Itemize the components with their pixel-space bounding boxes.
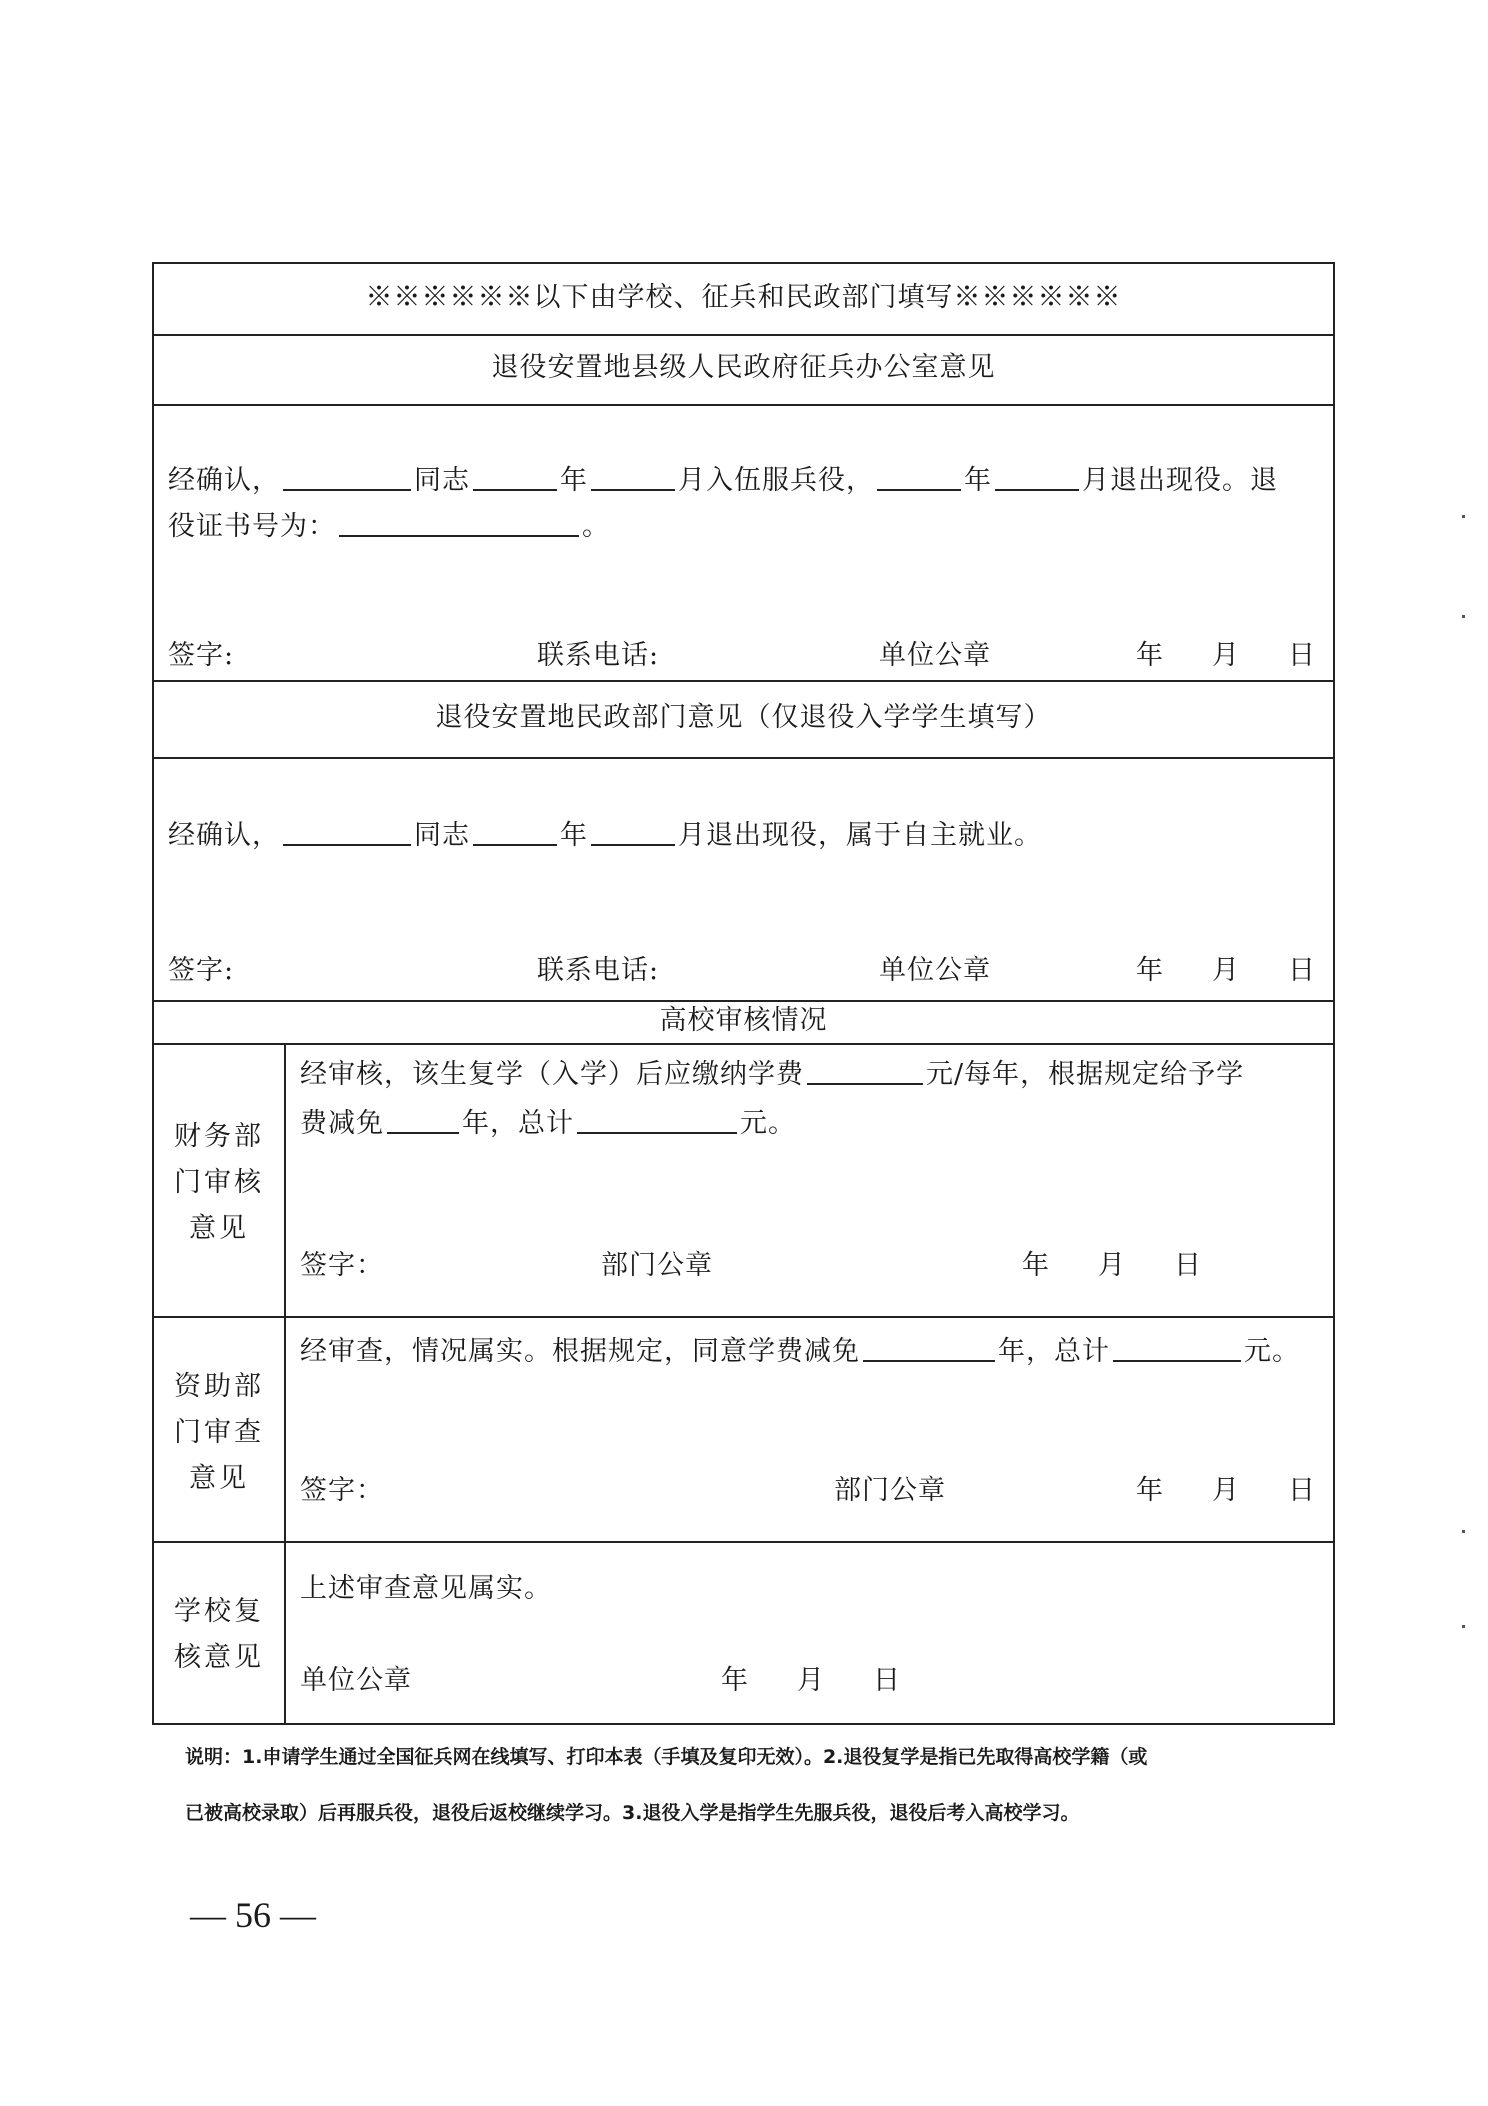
- section1-month: 月: [1212, 640, 1240, 671]
- row-divider: [154, 334, 1333, 336]
- finance-month: 月: [1098, 1250, 1126, 1281]
- text: 年，总计: [998, 1336, 1110, 1367]
- scan-speck: [1462, 1530, 1465, 1533]
- note-line1: 说明：1.申请学生通过全国征兵网在线填写、打印本表（手填及复印无效）。2.退役复学是指已先取得高校学籍（或: [185, 1746, 1148, 1768]
- text: 年: [560, 465, 588, 496]
- section1-sign-label: 签字:: [168, 640, 235, 671]
- section1-line2: [168, 507, 610, 544]
- label-line: 门审核: [174, 1167, 264, 1198]
- label-line: 核意见: [174, 1642, 264, 1673]
- section3-title: 高校审核情况: [659, 1005, 828, 1036]
- total-blank[interactable]: [1113, 1332, 1241, 1362]
- text: 同志: [414, 465, 470, 496]
- text: 月退出现役，属于自主就业。: [678, 820, 1042, 851]
- finance-line2: [300, 1104, 796, 1141]
- row-divider: [154, 1000, 1333, 1002]
- aid-seal-label: 部门公章: [834, 1475, 946, 1506]
- total-blank[interactable]: [577, 1104, 737, 1134]
- school-year: 年: [721, 1665, 749, 1696]
- row-divider: [154, 1541, 1333, 1543]
- aid-year: 年: [1136, 1475, 1164, 1506]
- name-blank[interactable]: [283, 461, 411, 491]
- school-day: 日: [873, 1665, 901, 1696]
- school-seal-label: 单位公章: [300, 1665, 412, 1696]
- application-form-table: [152, 262, 1335, 1725]
- label-line: 财务部: [174, 1121, 264, 1152]
- text: 月入伍服兵役，: [678, 465, 874, 496]
- text: 年，总计: [462, 1108, 574, 1139]
- text: 经审核，该生复学（入学）后应缴纳学费: [300, 1059, 804, 1090]
- label-line: 门审查: [174, 1417, 264, 1448]
- text: 费减免: [300, 1108, 384, 1139]
- section2-phone-label: 联系电话:: [537, 955, 660, 986]
- text: 役证书号为：: [168, 511, 336, 542]
- finance-label: [154, 1114, 284, 1252]
- month-blank[interactable]: [995, 461, 1079, 491]
- scan-speck: [1462, 615, 1465, 618]
- section1-title: 退役安置地县级人民政府征兵办公室意见: [491, 352, 996, 383]
- label-line: 意见: [189, 1463, 249, 1494]
- aid-label: [154, 1364, 284, 1502]
- text: 元/每年，根据规定给予学: [926, 1059, 1245, 1090]
- text: 。: [582, 511, 610, 542]
- text: 年: [964, 465, 992, 496]
- page-number: — 56 —: [190, 1895, 316, 1935]
- section2-line1: [168, 816, 1042, 853]
- month-blank[interactable]: [591, 461, 675, 491]
- aid-sign-label: 签字：: [300, 1475, 384, 1506]
- section2-seal-label: 单位公章: [879, 955, 991, 986]
- text: 经确认，: [168, 820, 280, 851]
- section2-sign-label: 签字:: [168, 955, 235, 986]
- year-blank[interactable]: [877, 461, 961, 491]
- month-blank[interactable]: [591, 816, 675, 846]
- finance-day: 日: [1174, 1250, 1202, 1281]
- row-divider: [154, 757, 1333, 759]
- row-divider: [154, 1043, 1333, 1045]
- finance-year: 年: [1022, 1250, 1050, 1281]
- section1-day: 日: [1288, 640, 1316, 671]
- text: 月退出现役。退: [1082, 465, 1278, 496]
- certificate-number-blank[interactable]: [339, 507, 579, 537]
- school-line1: 上述审查意见属实。: [300, 1573, 552, 1604]
- text: 经确认，: [168, 465, 280, 496]
- finance-sign-label: 签字：: [300, 1250, 384, 1281]
- text: 元。: [740, 1108, 796, 1139]
- finance-line1: [300, 1055, 1244, 1092]
- school-label: [154, 1589, 284, 1681]
- tuition-blank[interactable]: [807, 1055, 923, 1085]
- school-month: 月: [797, 1665, 825, 1696]
- section1-seal-label: 单位公章: [879, 640, 991, 671]
- section1-phone-label: 联系电话:: [537, 640, 660, 671]
- section2-title: 退役安置地民政部门意见（仅退役入学学生填写）: [435, 702, 1052, 733]
- text: 元。: [1244, 1336, 1300, 1367]
- label-line: 意见: [189, 1213, 249, 1244]
- section2-day: 日: [1288, 955, 1316, 986]
- scan-speck: [1462, 1625, 1465, 1628]
- aid-day: 日: [1288, 1475, 1316, 1506]
- label-line: 资助部: [174, 1371, 264, 1402]
- year-blank[interactable]: [473, 816, 557, 846]
- label-column-divider: [284, 1043, 286, 1725]
- text: 同志: [414, 820, 470, 851]
- section1-line1: [168, 461, 1278, 498]
- row-divider: [154, 680, 1333, 682]
- row-divider: [154, 1316, 1333, 1318]
- text: 年: [560, 820, 588, 851]
- years-blank[interactable]: [387, 1104, 459, 1134]
- year-blank[interactable]: [473, 461, 557, 491]
- row-divider: [154, 404, 1333, 406]
- note-line2: 已被高校录取）后再服兵役，退役后返校继续学习。3.退役入学是指学生先服兵役，退役后考入高校学习。: [185, 1802, 1080, 1824]
- years-blank[interactable]: [863, 1332, 995, 1362]
- section2-month: 月: [1212, 955, 1240, 986]
- section1-year: 年: [1136, 640, 1164, 671]
- section2-year: 年: [1136, 955, 1164, 986]
- aid-month: 月: [1212, 1475, 1240, 1506]
- label-line: 学校复: [174, 1596, 264, 1627]
- scan-speck: [1462, 515, 1465, 518]
- finance-seal-label: 部门公章: [601, 1250, 713, 1281]
- header-banner: ※※※※※※以下由学校、征兵和民政部门填写※※※※※※: [365, 282, 1122, 313]
- text: 经审查，情况属实。根据规定，同意学费减免: [300, 1336, 860, 1367]
- aid-line1: [300, 1332, 1300, 1369]
- name-blank[interactable]: [283, 816, 411, 846]
